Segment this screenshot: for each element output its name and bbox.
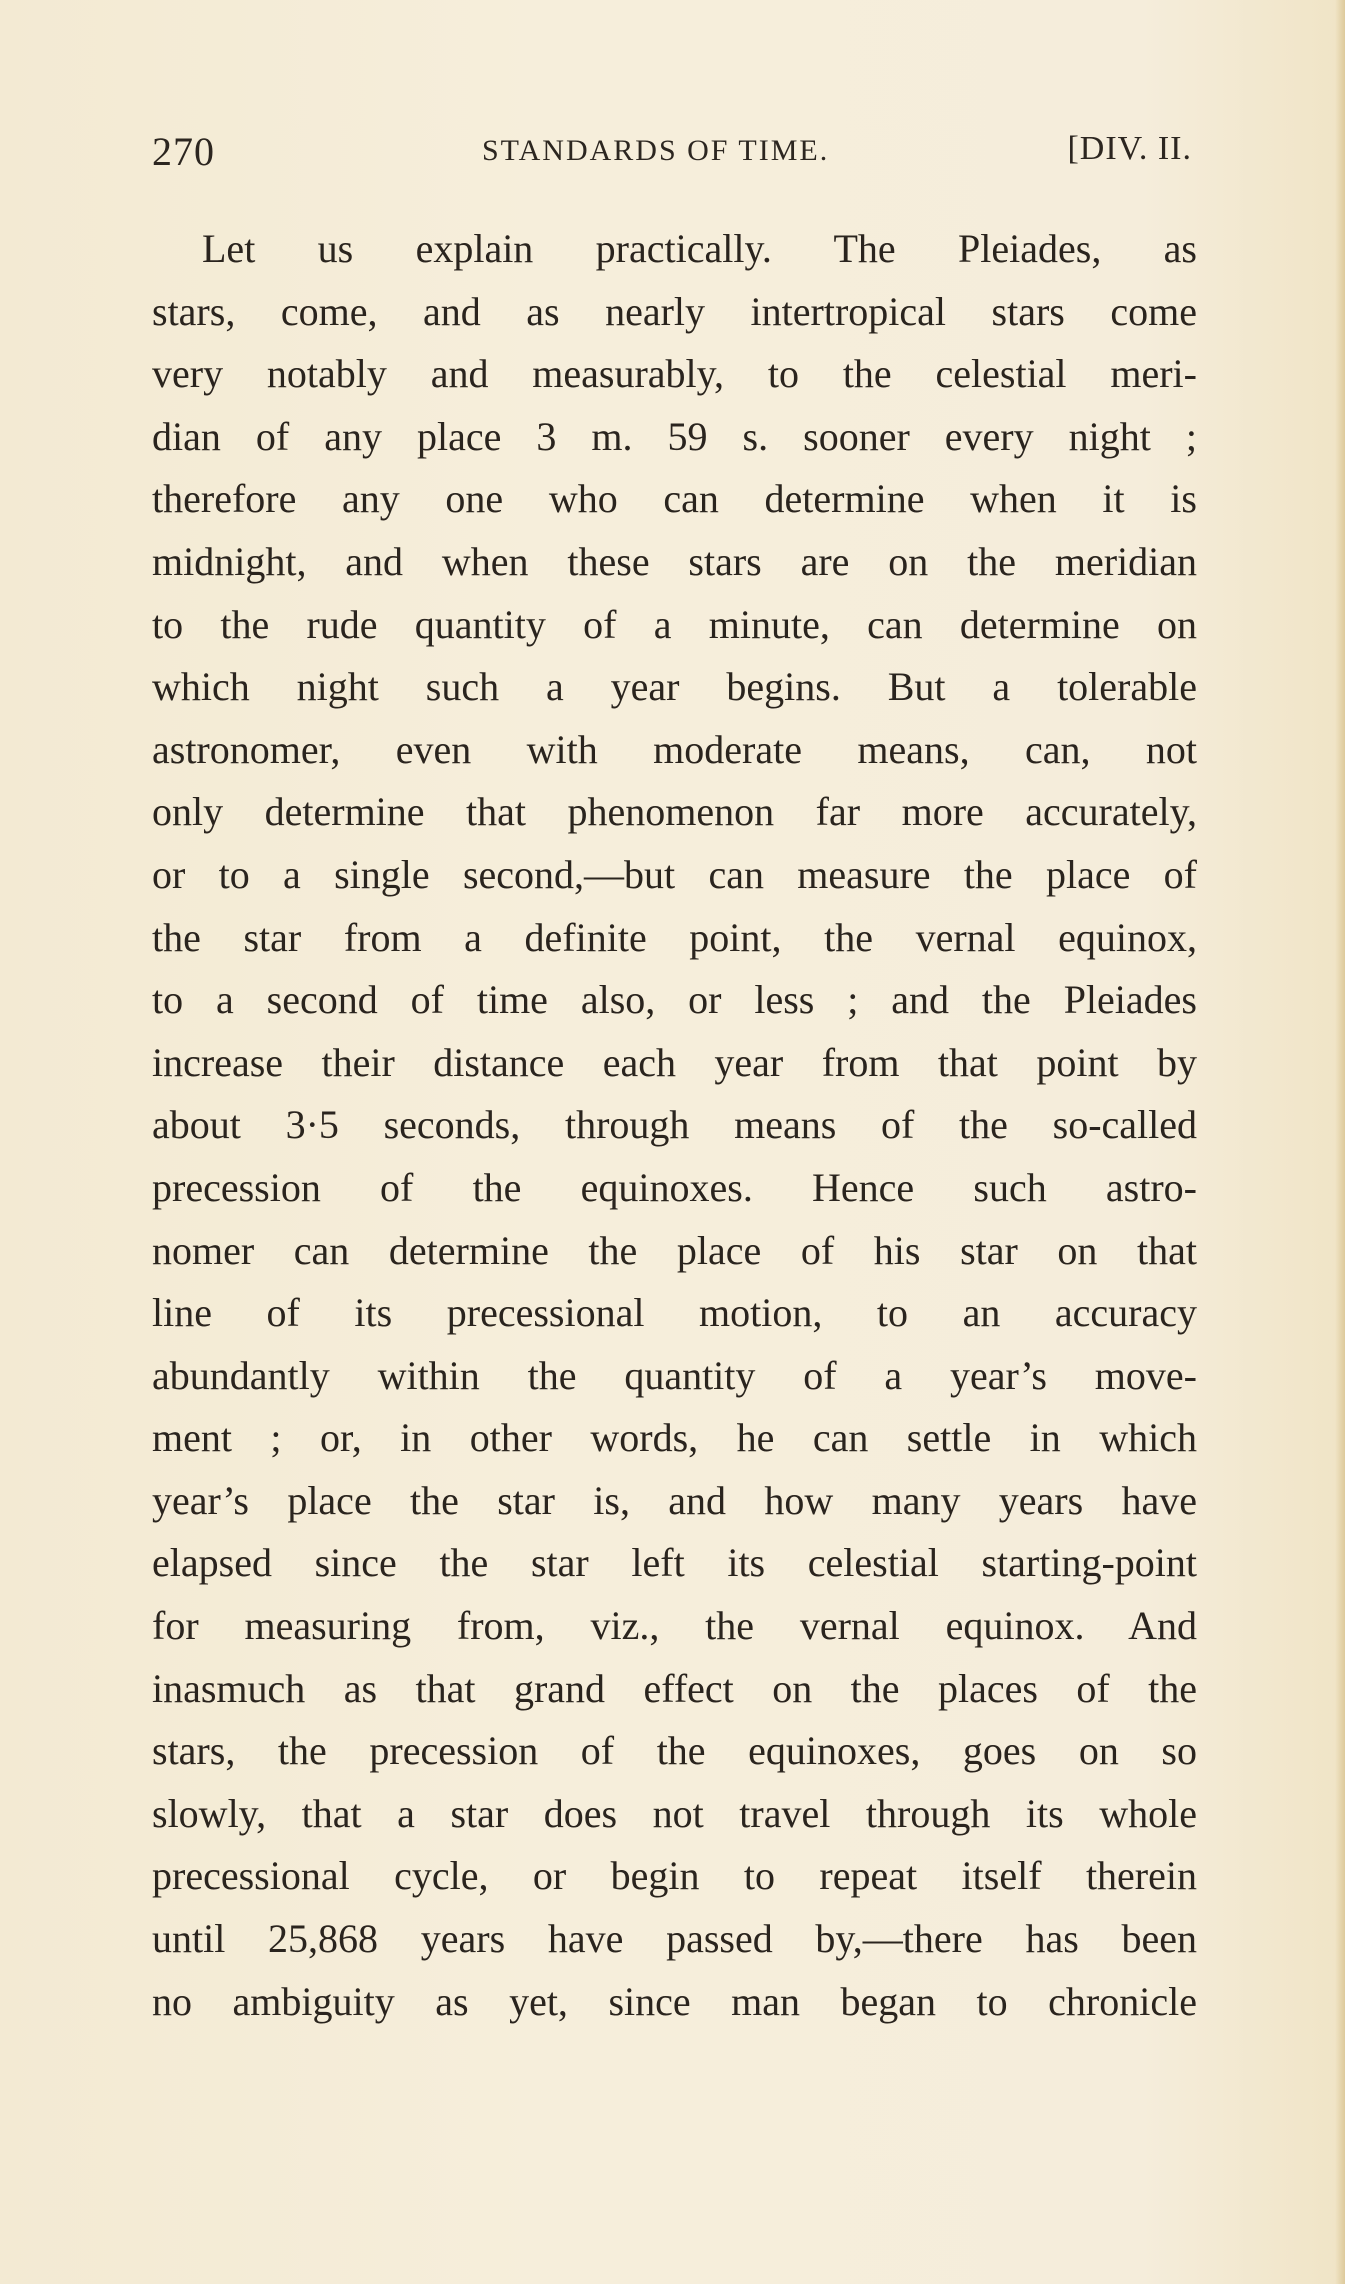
text-line: or to a single second,—but can measure the place of (152, 851, 1197, 897)
text-line: Let us explain practically. The Pleiades, as (202, 226, 1197, 271)
text-line: about 3·5 seconds, through means of the so-called (152, 1102, 1197, 1148)
text-line: inasmuch as that grand effect on the places of the (152, 1665, 1197, 1711)
text-line: precessional cycle, or begin to repeat itself therein (152, 1853, 1197, 1899)
text-line: nomer can determine the place of his star on that (152, 1227, 1197, 1273)
text-line: astronomer, even with moderate means, can, not (152, 726, 1197, 772)
text-line: until 25,868 years have passed by,—there has been (152, 1916, 1197, 1962)
page-edge-shadow (1335, 0, 1345, 2284)
text-line: stars, the precession of the equinoxes, goes on so (152, 1728, 1197, 1774)
text-line: very notably and measurably, to the celestial meri- (152, 351, 1197, 397)
text-line: precession of the equinoxes. Hence such astro- (152, 1164, 1197, 1210)
running-title: STANDARDS OF TIME. (482, 134, 830, 167)
text-line: stars, come, and as nearly intertropical stars come (152, 288, 1197, 334)
text-line: which night such a year begins. But a tolerable (152, 664, 1197, 710)
page-number: 270 (152, 129, 215, 174)
text-line: dian of any place 3 m. 59 s. sooner every night ; (152, 413, 1197, 459)
text-line: line of its precessional motion, to an accuracy (152, 1290, 1197, 1336)
text-line: therefore any one who can determine when it is (152, 476, 1197, 522)
text-line: only determine that phenomenon far more accurately, (152, 789, 1197, 835)
text-line: to a second of time also, or less ; and the Pleiades (152, 977, 1197, 1023)
body-paragraph (152, 218, 1197, 2033)
text-line: ment ; or, in other words, he can settle in which (152, 1415, 1197, 1461)
text-line: the star from a definite point, the vernal equinox, (152, 914, 1197, 960)
division-label: [DIV. II. (1067, 130, 1192, 167)
text-line: for measuring from, viz., the vernal equinox. And (152, 1603, 1197, 1649)
text-line: elapsed since the star left its celestial starting-point (152, 1540, 1197, 1586)
text-line: midnight, and when these stars are on the meridian (152, 538, 1197, 584)
text-line: slowly, that a star does not travel through its whole (152, 1790, 1197, 1836)
text-line: year’s place the star is, and how many years have (152, 1477, 1197, 1523)
text-line: to the rude quantity of a minute, can determine on (152, 601, 1197, 647)
text-line: no ambiguity as yet, since man began to chronicle (152, 1978, 1197, 2024)
running-header (152, 128, 1192, 184)
text-line: abundantly within the quantity of a year’s move- (152, 1352, 1197, 1398)
text-line: increase their distance each year from that point by (152, 1039, 1197, 1085)
